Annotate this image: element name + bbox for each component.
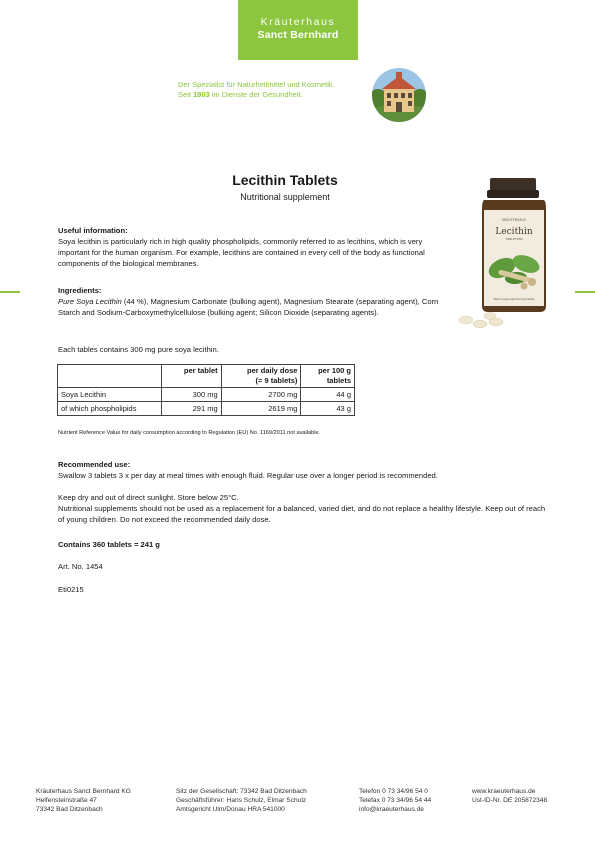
footer-line: Kräuterhaus Sanct Bernhard KG <box>36 788 131 795</box>
table-header-cell <box>58 365 162 388</box>
brand-logo <box>238 0 358 60</box>
tagline-pre: Seit <box>178 90 194 99</box>
table-cell: 2700 mg <box>221 388 301 402</box>
ingredients-section <box>58 285 453 318</box>
table-header-row <box>58 365 355 388</box>
label-brand: KRÄUTERHAUS <box>502 218 526 222</box>
nutrition-table <box>57 364 355 416</box>
label-name: Lecithin <box>495 227 533 237</box>
useful-heading: Useful information: <box>58 226 128 235</box>
table-cell: Soya Lecithin <box>58 388 162 402</box>
table-cell: 300 mg <box>162 388 222 402</box>
ingredients-rest: (44 %), Magnesium Carbonate (bulking agent), Magnesium Stearate (separating agent), Corn Starch and Sodium-Carboxymethylcellulose (bulking agent; Silicon Dioxide (separating agents). <box>58 297 439 317</box>
brand-name-line1: Kräuterhaus <box>260 16 336 28</box>
label-sub: TABLETTEN <box>505 237 523 241</box>
table-cell: 43 g <box>301 402 355 416</box>
table-row <box>58 402 355 416</box>
footer-contact <box>359 787 431 815</box>
footer-web <box>472 787 547 805</box>
footer-line: Amtsgericht Ulm/Donau HRA 541000 <box>176 806 285 814</box>
tagline-line1: Der Spezialist für Naturheilmittel und Kosmetik. <box>178 80 335 89</box>
footer-email-link[interactable]: info@kraeuterhaus.de <box>359 806 424 814</box>
useful-text: Soya lecithin is particularly rich in high quality phospholipids, commonly referred to as lecithins, which is very important for the human organism. For example, lecithins are contained in every cell of the body as functional components of the biological membranes. <box>58 237 425 268</box>
fold-mark-left <box>0 291 20 293</box>
ingredients-main: Pure Soya Lecithin <box>58 297 122 306</box>
product-title: Lecithin Tablets <box>232 172 338 188</box>
footer-line: Geschäftsführer: Hans Schulz, Elmar Schulz <box>176 797 307 805</box>
tagline-line2 <box>178 90 378 100</box>
warning-note: Nutritional supplements should not be used as a replacement for a balanced, varied diet, and do not replace a healthy lifestyle. Keep out of reach of young children. Do not exceed the recommended daily dose. <box>58 504 546 524</box>
footer-line: Sitz der Gesellschaft: 73342 Bad Ditzenbach <box>176 788 307 795</box>
footer-address <box>36 787 131 815</box>
footer-line: Helfensteinstraße 47 <box>36 797 97 805</box>
tagline-post: im Dienste der Gesundheit. <box>209 90 303 99</box>
table-cell: of which phospholipids <box>58 402 162 416</box>
brand-name-line2: Sanct Bernhard <box>257 29 339 41</box>
recommended-text: Swallow 3 tablets 3 x per day at meal times with enough fluid. Regular use over a longer period is recommended. <box>58 471 438 480</box>
product-image <box>454 178 562 334</box>
each-tablet-note: Each tables contains 300 mg pure soya lecithin. <box>58 345 219 354</box>
product-subtitle: Nutritional supplement <box>240 192 330 202</box>
storage-note: Keep dry and out of direct sunlight. Store below 25°C. <box>58 493 239 502</box>
footer-line: 73342 Bad Ditzenbach <box>36 806 103 814</box>
footer-fax: Telefax 0 73 34/96 54 44 <box>359 797 432 805</box>
fold-mark-right <box>575 291 595 293</box>
ingredients-text <box>58 296 453 318</box>
footer-website-link[interactable]: www.kraeuterhaus.de <box>472 788 536 795</box>
contents-note: Contains 360 tablets = 241 g <box>58 540 160 549</box>
building-photo <box>372 68 426 122</box>
table-header-cell: per 100 g tablets <box>301 365 355 388</box>
ingredients-heading: Ingredients: <box>58 286 102 295</box>
table-header-cell: per daily dose (= 9 tablets) <box>221 365 301 388</box>
table-cell: 291 mg <box>162 402 222 416</box>
footer-company <box>176 787 307 815</box>
label-bottom: Nahrungsergänzungsmittel <box>493 297 535 301</box>
tagline-year: 1903 <box>193 90 210 99</box>
footer-phone: Telefon 0 73 34/96 54 0 <box>359 788 428 795</box>
article-number: Art. No. 1454 <box>58 562 103 571</box>
brand-tagline <box>178 80 378 100</box>
recommended-use-section <box>58 459 548 481</box>
table-cell: 2619 mg <box>221 402 301 416</box>
useful-information-section <box>58 225 453 269</box>
table-header-cell: per tablet <box>162 365 222 388</box>
nrv-footnote: Nutrient Reference Value for daily consumption according to Regulation (EU) No. 1169/2011 not available. <box>58 430 321 436</box>
footer-vat-id: Ust-ID-Nr. DE 205872348 <box>472 797 548 805</box>
table-row <box>58 388 355 402</box>
recommended-heading: Recommended use: <box>58 460 131 469</box>
eti-code: Eti0215 <box>58 585 84 594</box>
table-cell: 44 g <box>301 388 355 402</box>
